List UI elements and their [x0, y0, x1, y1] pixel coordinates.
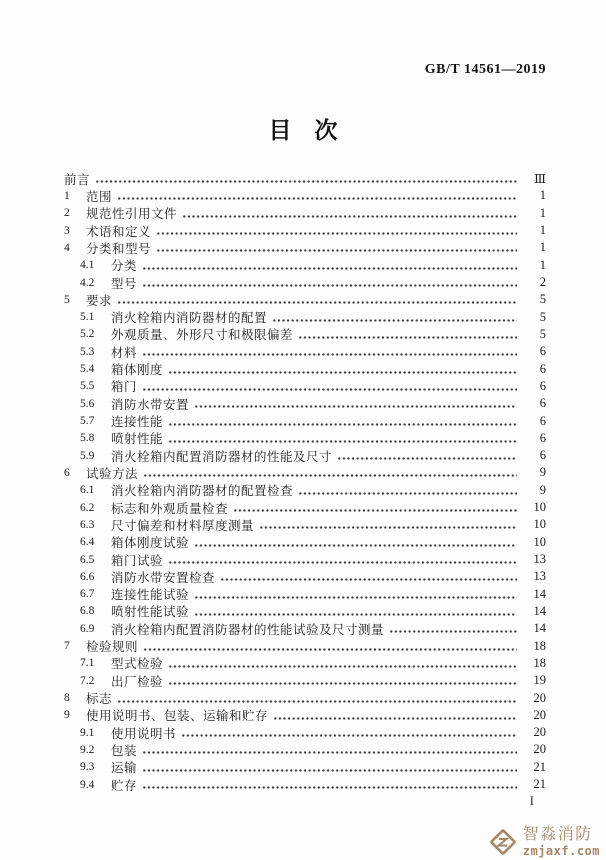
- toc-entry-label: 检验规则: [86, 640, 139, 655]
- toc-entry-label: 规范性引用文件: [86, 207, 178, 222]
- toc-entry-label: 消火栓箱内消防器材的配置检查: [111, 484, 294, 499]
- toc-entry-label: 尺寸偏差和材料厚度测量: [111, 518, 255, 533]
- toc-entry-number: 7: [64, 640, 70, 653]
- toc-entry-number: 8: [64, 692, 70, 705]
- toc-entry: [64, 689, 546, 706]
- toc-entry-label: 箱体刚度试验: [111, 536, 190, 551]
- toc-entry-page: 10: [533, 500, 546, 515]
- toc-entry: [64, 430, 546, 447]
- page-title: 目 次: [268, 117, 338, 143]
- toc-entry-label: 使用说明书: [111, 726, 177, 741]
- toc-entry-page: 13: [533, 552, 546, 567]
- toc-entry-label: 标志和外观质量检查: [111, 501, 229, 516]
- toc-entry: [64, 637, 546, 654]
- toc-entry-label: 试验方法: [86, 466, 139, 481]
- toc-dot-leader: [298, 336, 517, 339]
- toc-entry-page: 14: [533, 603, 546, 618]
- toc-entry-label: 消火栓箱内配置消防器材的性能及尺寸: [111, 449, 333, 464]
- toc-entry-number: 6.3: [80, 518, 95, 531]
- toc-dot-leader: [168, 423, 517, 426]
- watermark-brand-site: zmjaxf.com: [522, 844, 600, 858]
- toc-entry-number: 9.1: [80, 726, 95, 739]
- folio-page-number: I: [529, 793, 534, 808]
- toc-entry-label: 连接性能试验: [111, 588, 190, 603]
- toc-entry-page: Ⅲ: [533, 171, 546, 186]
- toc-dot-leader: [168, 665, 517, 668]
- toc-entry-page: 6: [539, 378, 546, 393]
- toc-entry-number: 5.2: [80, 328, 95, 341]
- toc-entry-page: 1: [539, 240, 546, 255]
- toc-dot-leader: [117, 700, 517, 703]
- toc-entry: [64, 205, 546, 222]
- toc-entry-page: 10: [533, 517, 546, 532]
- toc-entry-label: 消防水带安置检查: [111, 570, 216, 585]
- toc-entry-page: 21: [533, 777, 546, 792]
- toc-entry-page: 20: [533, 707, 546, 722]
- toc-entry-number: 5.7: [80, 415, 95, 428]
- toc-entry-label: 连接性能: [111, 415, 164, 430]
- toc-entry-page: 5: [539, 309, 546, 324]
- toc-entry-label: 运输: [111, 761, 138, 776]
- toc-entry: [64, 464, 546, 481]
- toc-dot-leader: [142, 388, 517, 391]
- toc-entry-page: 6: [539, 396, 546, 411]
- toc-entry-label: 分类: [111, 259, 138, 274]
- toc-entry-label: 要求: [86, 293, 113, 308]
- toc-entry-number: 5.6: [80, 397, 95, 410]
- toc-entry: [64, 326, 546, 343]
- toc-entry-page: 18: [533, 638, 546, 653]
- toc-entry-label: 分类和型号: [86, 241, 152, 256]
- toc-entry-number: 6.9: [80, 622, 95, 635]
- toc-entry-number: 5.9: [80, 449, 95, 462]
- toc-entry-page: 5: [539, 292, 546, 307]
- toc-entry: [64, 776, 546, 793]
- toc-dot-leader: [168, 440, 517, 443]
- toc-entry: [64, 603, 546, 620]
- toc-entry-number: 5: [64, 293, 70, 306]
- toc-entry-page: 14: [533, 586, 546, 601]
- toc-dot-leader: [181, 734, 517, 737]
- toc-dot-leader: [194, 544, 517, 547]
- toc-dot-leader: [337, 457, 517, 460]
- toc-dot-leader: [194, 405, 517, 408]
- toc-entry: [64, 568, 546, 585]
- toc-entry: [64, 707, 546, 724]
- toc-entry-label: 消火栓箱内消防器材的配置: [111, 311, 268, 326]
- toc-dot-leader: [389, 630, 517, 633]
- toc-entry-label: 箱体刚度: [111, 363, 164, 378]
- toc-entry-label: 箱门试验: [111, 553, 164, 568]
- toc-entry: [64, 759, 546, 776]
- toc-entry-number: 9: [64, 709, 70, 722]
- toc-entry-page: 6: [539, 430, 546, 445]
- toc-entry: [64, 655, 546, 672]
- toc-entry-label: 出厂检验: [111, 674, 164, 689]
- toc-entry-label: 使用说明书、包装、运输和贮存: [86, 709, 269, 724]
- toc-entry-page: 10: [533, 534, 546, 549]
- toc-entry-number: 5.8: [80, 432, 95, 445]
- toc-entry: [64, 534, 546, 551]
- toc-dot-leader: [142, 284, 517, 287]
- toc-entry-page: 5: [539, 326, 546, 341]
- toc-entry-number: 3: [64, 224, 70, 237]
- toc-dot-leader: [272, 319, 517, 322]
- toc-entry-number: 6.6: [80, 570, 95, 583]
- diamond-z-logo-icon: [488, 827, 518, 857]
- toc-entry: [64, 222, 546, 239]
- toc-entry-page: 9: [539, 465, 546, 480]
- toc-entry-page: 1: [539, 205, 546, 220]
- toc-entry-label: 喷射性能: [111, 432, 164, 447]
- toc-entry: [64, 395, 546, 412]
- toc-dot-leader: [156, 249, 517, 252]
- toc-dot-leader: [298, 492, 517, 495]
- toc-entry-page: 18: [533, 655, 546, 670]
- toc-entry-number: 7.2: [80, 674, 95, 687]
- toc-entry-page: 6: [539, 361, 546, 376]
- toc-entry-number: 9.3: [80, 761, 95, 774]
- toc-entry-page: 9: [539, 482, 546, 497]
- toc-dot-leader: [168, 561, 517, 564]
- toc-entry-number: 9.2: [80, 743, 95, 756]
- toc-entry-page: 1: [539, 257, 546, 272]
- toc-entry: [64, 482, 546, 499]
- toc-entry-label: 术语和定义: [86, 224, 152, 239]
- toc-dot-leader: [259, 526, 517, 529]
- toc-entry-label: 箱门: [111, 380, 138, 395]
- toc-entry: [64, 343, 546, 360]
- toc-entry: [64, 672, 546, 689]
- toc-entry-page: 21: [533, 759, 546, 774]
- toc-entry-number: 6.5: [80, 553, 95, 566]
- toc-dot-leader: [168, 371, 517, 374]
- toc-entry-number: 9.4: [80, 778, 95, 791]
- toc-entry: [64, 360, 546, 377]
- toc-entry-label: 材料: [111, 345, 138, 360]
- toc-entry: [64, 741, 546, 758]
- toc-entry-number: 6.2: [80, 501, 95, 514]
- toc-entry: [64, 586, 546, 603]
- toc-entry: [64, 257, 546, 274]
- toc-dot-leader: [117, 301, 517, 304]
- toc-dot-leader: [142, 786, 517, 789]
- toc-entry: [64, 447, 546, 464]
- toc-dot-leader: [220, 578, 517, 581]
- toc-entry: [64, 724, 546, 741]
- toc-entry-label: 消火栓箱内配置消防器材的性能试验及尺寸测量: [111, 622, 385, 637]
- toc-entry-page: 20: [533, 690, 546, 705]
- toc-entry-number: 6.7: [80, 588, 95, 601]
- toc-entry-page: 19: [533, 673, 546, 688]
- toc-entry-number: 6.8: [80, 605, 95, 618]
- toc-entry-page: 1: [539, 223, 546, 238]
- toc-dot-leader: [182, 215, 517, 218]
- toc-entry: [64, 378, 546, 395]
- toc-entry: [64, 412, 546, 429]
- toc-entry-label: 前言: [64, 172, 91, 187]
- toc-entry-page: 6: [539, 448, 546, 463]
- toc-dot-leader: [168, 682, 517, 685]
- toc-entry-page: 14: [533, 621, 546, 636]
- toc-entry: [64, 499, 546, 516]
- toc-entry-page: 6: [539, 413, 546, 428]
- toc-entry: [64, 309, 546, 326]
- toc-dot-leader: [156, 232, 517, 235]
- toc-entry-number: 6: [64, 466, 70, 479]
- toc-dot-leader: [142, 267, 517, 270]
- toc-entry-label: 喷射性能试验: [111, 605, 190, 620]
- toc-entry-number: 7.1: [80, 657, 95, 670]
- toc-dot-leader: [95, 180, 517, 183]
- toc-entry-label: 标志: [86, 692, 113, 707]
- doc-number: GB/T 14561—2019: [424, 62, 546, 77]
- toc-entry-label: 包装: [111, 743, 138, 758]
- toc-entry-label: 型式检验: [111, 657, 164, 672]
- toc-dot-leader: [194, 613, 517, 616]
- toc-entry-number: 5.5: [80, 380, 95, 393]
- toc-entry: [64, 187, 546, 204]
- toc-dot-leader: [142, 769, 517, 772]
- watermark-brand-name: 智淼消防: [522, 826, 593, 843]
- toc-entry-number: 1: [64, 189, 70, 202]
- toc-entry: [64, 516, 546, 533]
- toc-entry-page: 20: [533, 742, 546, 757]
- toc-entry-label: 贮存: [111, 778, 138, 793]
- watermark-stamp: [488, 827, 600, 857]
- toc-dot-leader: [142, 751, 517, 754]
- toc-entry-number: 5.1: [80, 311, 95, 324]
- toc-dot-leader: [117, 197, 517, 200]
- toc-entry-page: 1: [539, 188, 546, 203]
- toc-entry-page: 2: [539, 275, 546, 290]
- toc-entry-number: 5.3: [80, 345, 95, 358]
- toc-entry-number: 6.4: [80, 536, 95, 549]
- toc-dot-leader: [194, 596, 517, 599]
- toc-entry-page: 13: [533, 569, 546, 584]
- toc-entry-page: 20: [533, 725, 546, 740]
- toc-dot-leader: [142, 353, 517, 356]
- toc-dot-leader: [143, 474, 517, 477]
- toc-dot-leader: [273, 717, 517, 720]
- toc-entry-number: 4: [64, 241, 70, 254]
- toc-entry-number: 2: [64, 207, 70, 220]
- toc-entry: [64, 620, 546, 637]
- toc-entry-page: 6: [539, 344, 546, 359]
- toc-entry: [64, 551, 546, 568]
- toc-entry-label: 型号: [111, 276, 138, 291]
- toc-entry-number: 6.1: [80, 484, 95, 497]
- table-of-contents: [64, 170, 546, 793]
- toc-entry-label: 范围: [86, 189, 113, 204]
- toc-entry: [64, 170, 546, 187]
- toc-entry-label: 消防水带安置: [111, 397, 190, 412]
- toc-entry-number: 5.4: [80, 363, 95, 376]
- toc-entry: [64, 291, 546, 308]
- toc-entry-label: 外观质量、外形尺寸和极限偏差: [111, 328, 294, 343]
- toc-entry: [64, 274, 546, 291]
- toc-entry: [64, 239, 546, 256]
- watermark-text: [523, 827, 600, 857]
- toc-entry-number: 4.2: [80, 276, 95, 289]
- toc-entry-number: 4.1: [80, 259, 95, 272]
- toc-dot-leader: [143, 648, 517, 651]
- toc-dot-leader: [233, 509, 517, 512]
